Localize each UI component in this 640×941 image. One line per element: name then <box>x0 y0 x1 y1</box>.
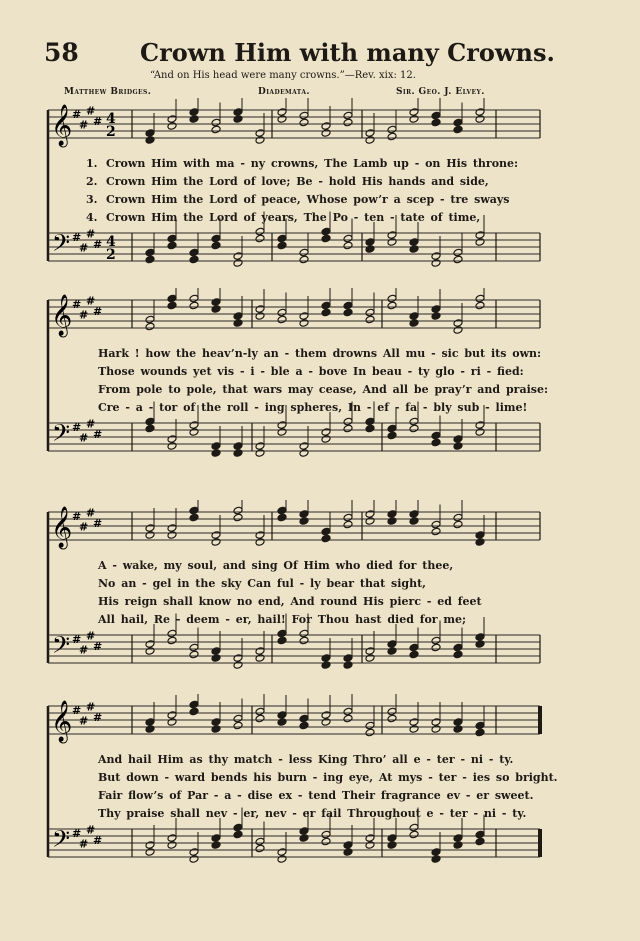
lyric-text: Hark ! how the heav’n-ly an - them drowns All mu - sic but its own: <box>98 347 542 360</box>
sharp-icon: # <box>93 711 103 724</box>
sharp-icon: # <box>72 421 82 434</box>
lyricist-credit: Matthew Bridges. <box>64 87 152 97</box>
lyric-text: A - wake, my soul, and sing Of Him who died for thee, <box>98 559 454 572</box>
treble-clef-icon: 𝄞 <box>51 701 73 742</box>
treble-staff <box>48 706 540 734</box>
tune-name: Diademata. <box>258 87 310 97</box>
lyric-line <box>98 787 558 805</box>
sharp-icon: # <box>79 431 89 445</box>
sharp-icon: # <box>72 231 82 244</box>
bass-clef-icon: 𝄢 <box>52 631 71 664</box>
verse-lyrics <box>86 155 546 227</box>
music-system-3 <box>0 500 640 680</box>
scripture-epigraph: “And on His head were many crowns.”—Rev. xix: 12. <box>150 70 416 81</box>
time-signature: 4 <box>106 234 116 250</box>
sharp-icon: # <box>86 294 96 308</box>
lyric-text: And hail Him as thy match - less King Thro’ all e - ter - ni - ty. <box>98 753 514 766</box>
lyric-text: Crown Him the Lord of years, The Po - ten - tate of time, <box>106 211 481 224</box>
lyric-line <box>98 611 558 629</box>
lyric-line <box>98 805 558 823</box>
sharp-icon: # <box>86 700 96 714</box>
sharp-icon: # <box>86 417 96 431</box>
bass-staff <box>48 829 540 857</box>
sharp-icon: # <box>79 308 89 322</box>
lyric-line <box>86 173 546 191</box>
verse-number: 3. <box>86 193 98 206</box>
lyric-line <box>98 381 558 399</box>
lyric-line <box>98 399 558 417</box>
sharp-icon: # <box>79 837 89 851</box>
verse-number: 4. <box>86 211 98 224</box>
sharp-icon: # <box>93 115 103 128</box>
lyric-line <box>98 345 558 363</box>
sharp-icon: # <box>93 640 103 653</box>
bass-staff <box>48 635 540 663</box>
sharp-icon: # <box>93 834 103 847</box>
music-system-2 <box>0 288 640 468</box>
sharp-icon: # <box>79 241 89 255</box>
lyric-line <box>86 191 546 209</box>
treble-notes <box>145 288 485 334</box>
lyric-line <box>98 363 558 381</box>
treble-staff <box>48 512 540 540</box>
lyric-line <box>98 593 558 611</box>
lyric-text: But down - ward bends his burn - ing eye, At mys - ter - ies so bright. <box>98 771 558 784</box>
lyric-text: Crown Him the Lord of love; Be - hold His hands and side, <box>106 175 489 188</box>
lyric-text: From pole to pole, that wars may cease, And all be pray’r and praise: <box>98 383 548 396</box>
lyric-text: Crown Him the Lord of peace, Whose pow’r a scep - tre sways <box>106 193 510 206</box>
treble-notes <box>145 98 485 144</box>
composer-credit: Sir. Geo. J. Elvey. <box>396 87 485 97</box>
lyric-text: Thy praise shall nev - er, nev - er fail Throughout e - ter - ni - ty. <box>98 807 527 820</box>
lyric-line <box>98 769 558 787</box>
sharp-icon: # <box>86 506 96 520</box>
time-signature: 2 <box>106 247 116 263</box>
lyric-text: Those wounds yet vis - i - ble a - bove In beau - ty glo - ri - fied: <box>98 365 524 378</box>
sharp-icon: # <box>72 510 82 523</box>
sharp-icon: # <box>93 305 103 318</box>
sharp-icon: # <box>79 714 89 728</box>
bass-clef-icon: 𝄢 <box>52 825 71 858</box>
time-signature: 2 <box>106 124 116 140</box>
treble-staff <box>48 300 540 328</box>
sharp-icon: # <box>79 118 89 132</box>
sharp-icon: # <box>93 428 103 441</box>
sharp-icon: # <box>79 643 89 657</box>
lyric-text: Cre - a - tor of the roll - ing spheres, In - ef - fa - bly sub - lime! <box>98 401 528 414</box>
time-signature: 4 <box>106 111 116 127</box>
verse-lyrics <box>98 751 558 823</box>
lyric-line <box>98 751 558 769</box>
bass-staff <box>48 233 540 261</box>
sharp-icon: # <box>72 298 82 311</box>
verse-lyrics <box>98 345 558 417</box>
hymn-title: Crown Him with many Crowns. <box>140 38 555 67</box>
lyric-text: All hail, Re - deem - er, hail! For Thou hast died for me; <box>98 613 467 626</box>
lyric-line <box>98 557 558 575</box>
lyric-text: Crown Him with ma - ny crowns, The Lamb up - on His throne: <box>106 157 519 170</box>
treble-clef-icon: 𝄞 <box>51 105 73 146</box>
bass-clef-icon: 𝄢 <box>52 419 71 452</box>
verse-number: 1. <box>86 157 98 170</box>
sharp-icon: # <box>86 823 96 837</box>
sharp-icon: # <box>72 108 82 121</box>
treble-staff <box>48 110 540 138</box>
treble-clef-icon: 𝄞 <box>51 507 73 548</box>
treble-notes <box>145 694 485 737</box>
bass-staff <box>48 423 540 451</box>
lyric-text: His reign shall know no end, And round His pierc - ed feet <box>98 595 482 608</box>
verse-lyrics <box>98 557 558 629</box>
music-system-1 <box>0 98 640 278</box>
sharp-icon: # <box>72 633 82 646</box>
music-system-4 <box>0 694 640 874</box>
lyric-line <box>86 209 546 227</box>
sharp-icon: # <box>86 104 96 118</box>
sharp-icon: # <box>79 520 89 534</box>
sharp-icon: # <box>72 827 82 840</box>
lyric-text: No an - gel in the sky Can ful - ly bear that sight, <box>98 577 426 590</box>
treble-clef-icon: 𝄞 <box>51 295 73 336</box>
sharp-icon: # <box>86 629 96 643</box>
lyric-line <box>98 575 558 593</box>
sharp-icon: # <box>93 517 103 530</box>
lyric-line <box>86 155 546 173</box>
treble-notes <box>145 500 485 546</box>
bass-clef-icon: 𝄢 <box>52 229 71 262</box>
sharp-icon: # <box>86 227 96 241</box>
page-number: 58 <box>44 38 79 67</box>
sharp-icon: # <box>93 238 103 251</box>
lyric-text: Fair flow’s of Par - a - dise ex - tend Their fragrance ev - er sweet. <box>98 789 534 802</box>
verse-number: 2. <box>86 175 98 188</box>
sharp-icon: # <box>72 704 82 717</box>
